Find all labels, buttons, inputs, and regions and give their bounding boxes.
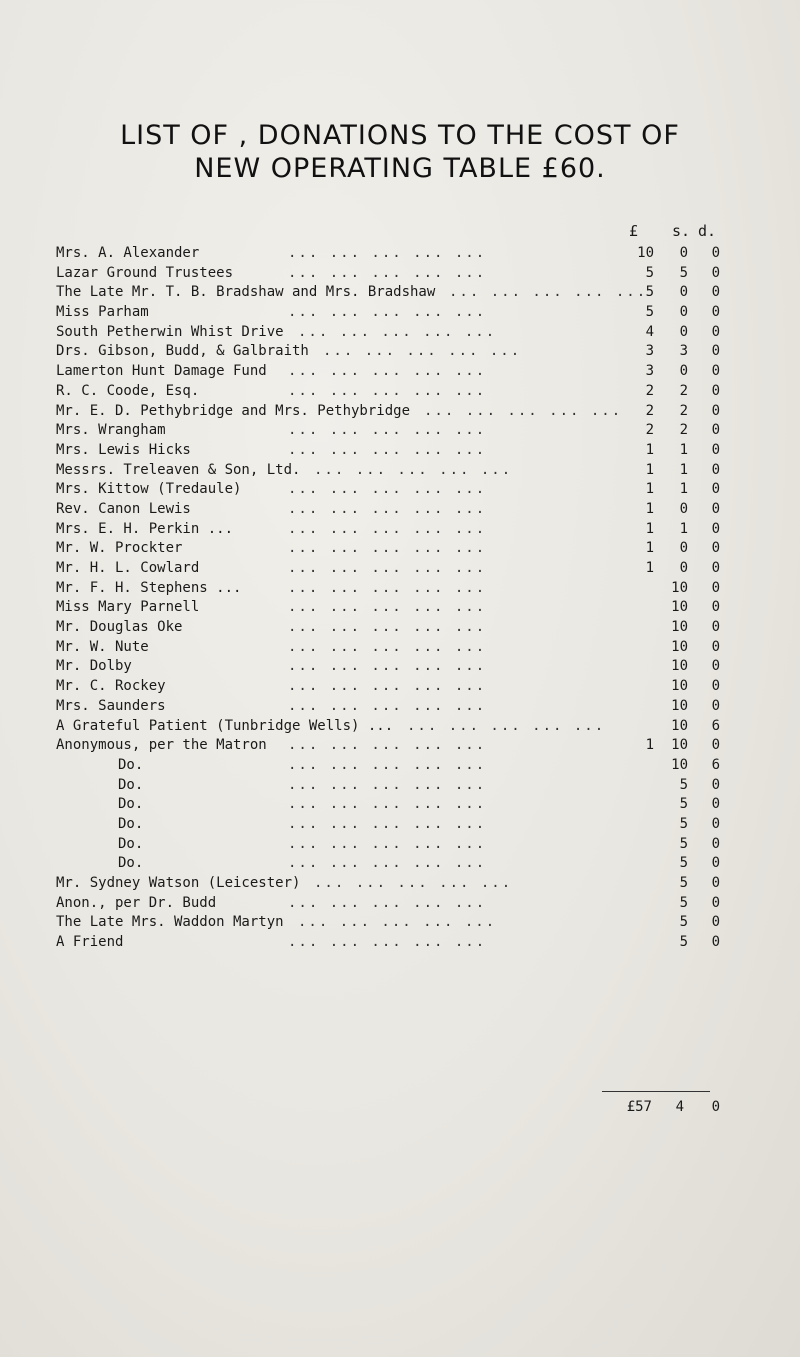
leader-dots: ... ... ... ... ... bbox=[288, 500, 487, 517]
donation-row bbox=[56, 362, 746, 382]
amount-pence: 0 bbox=[711, 638, 720, 655]
amount-shillings: 5 bbox=[679, 894, 688, 911]
leader-dots: ... ... ... ... ... bbox=[288, 560, 487, 576]
column-header-shillings: s. bbox=[672, 222, 691, 240]
donation-row bbox=[56, 835, 746, 855]
leader-dots: ... ... ... ... ... bbox=[288, 815, 487, 832]
donor-name: Do. bbox=[118, 815, 144, 832]
donor-name: Mr. W. Nute bbox=[56, 638, 149, 655]
leader-dots: ... ... ... ... ... bbox=[288, 678, 487, 695]
amount-pence: 0 bbox=[711, 776, 720, 793]
leader-dots: ... ... ... ... ... bbox=[288, 934, 487, 951]
total-rule bbox=[602, 1091, 710, 1092]
donation-row bbox=[56, 894, 746, 914]
donor-name: Lamerton Hunt Damage Fund bbox=[56, 363, 267, 380]
amount-pounds: 1 bbox=[645, 481, 654, 498]
leader-dots: ... ... ... ... ... bbox=[288, 619, 487, 636]
leader-dots: ... ... ... ... ... bbox=[288, 776, 487, 793]
amount-pounds: 5 bbox=[645, 264, 654, 281]
donation-row bbox=[56, 244, 746, 264]
amount-shillings: 2 bbox=[679, 382, 688, 399]
amount-shillings: 5 bbox=[679, 776, 688, 793]
amount-pounds: 2 bbox=[645, 382, 654, 399]
amount-pence: 0 bbox=[711, 422, 720, 439]
donor-name: Do. bbox=[118, 855, 144, 872]
leader-dots: ... ... ... ... ... bbox=[288, 796, 487, 813]
leader-dots: ... ... ... ... ... bbox=[407, 717, 606, 734]
total-pence: 0 bbox=[711, 1099, 720, 1115]
amount-shillings: 2 bbox=[679, 402, 688, 419]
amount-pence: 0 bbox=[711, 619, 720, 636]
donor-name: Mr. W. Prockter bbox=[56, 540, 183, 557]
amount-pence: 0 bbox=[711, 540, 720, 557]
donation-row bbox=[56, 382, 746, 402]
donor-name: Anonymous, per the Matron bbox=[56, 737, 267, 754]
donor-name: South Petherwin Whist Drive bbox=[56, 323, 284, 340]
donor-name: Mrs. Lewis Hicks bbox=[56, 441, 191, 458]
donor-name: Mrs. A. Alexander bbox=[56, 245, 200, 261]
donation-row bbox=[56, 697, 746, 717]
donor-name: A Friend bbox=[56, 934, 124, 951]
amount-shillings: 10 bbox=[671, 737, 688, 754]
donor-name: Drs. Gibson, Budd, & Galbraith bbox=[56, 343, 309, 360]
leader-dots: ... ... ... ... ... bbox=[288, 363, 487, 380]
leader-dots: ... ... ... ... ... bbox=[314, 875, 513, 891]
leader-dots: ... ... ... ... ... bbox=[288, 835, 487, 852]
donor-name: A Grateful Patient (Tunbridge Wells) ... bbox=[56, 717, 394, 734]
amount-pounds: 3 bbox=[645, 343, 654, 360]
amount-pence: 0 bbox=[711, 894, 720, 911]
amount-shillings: 10 bbox=[671, 638, 688, 655]
amount-pence: 6 bbox=[711, 717, 720, 734]
amount-pounds: 10 bbox=[637, 245, 654, 261]
document-title-line-2: NEW OPERATING TABLE £60. bbox=[194, 153, 606, 184]
amount-shillings: 10 bbox=[671, 697, 688, 714]
amount-pounds: 1 bbox=[645, 540, 654, 557]
donation-row bbox=[56, 815, 746, 835]
amount-pounds: 1 bbox=[645, 520, 654, 537]
donor-name: Do. bbox=[118, 796, 144, 813]
amount-pence: 0 bbox=[711, 481, 720, 498]
donor-name: Mrs. Wrangham bbox=[56, 422, 166, 439]
amount-pounds: 1 bbox=[645, 500, 654, 517]
donation-row bbox=[56, 323, 746, 343]
donor-name: Miss Mary Parnell bbox=[56, 599, 200, 616]
donation-list bbox=[56, 244, 746, 953]
amount-pence: 0 bbox=[711, 579, 720, 596]
donor-name: Messrs. Treleaven & Son, Ltd. bbox=[56, 461, 301, 478]
donation-row bbox=[56, 874, 746, 894]
amount-pence: 0 bbox=[711, 934, 720, 951]
amount-pence: 0 bbox=[711, 560, 720, 576]
donation-row bbox=[56, 303, 746, 323]
donor-name: Miss Parham bbox=[56, 304, 149, 321]
amount-pounds: 1 bbox=[645, 737, 654, 754]
donor-name: Mrs. Kittow (Tredaule) bbox=[56, 481, 242, 498]
leader-dots: ... ... ... ... ... bbox=[323, 343, 522, 360]
amount-pence: 0 bbox=[711, 461, 720, 478]
amount-pence: 0 bbox=[711, 245, 720, 261]
amount-shillings: 10 bbox=[671, 678, 688, 695]
donation-row bbox=[56, 776, 746, 796]
donor-name: Mr. Dolby bbox=[56, 658, 132, 675]
amount-shillings: 5 bbox=[679, 855, 688, 872]
donation-row bbox=[56, 559, 746, 579]
leader-dots: ... ... ... ... ... bbox=[298, 323, 497, 340]
amount-pounds: 1 bbox=[645, 461, 654, 478]
donation-row bbox=[56, 736, 746, 756]
donation-row bbox=[56, 500, 746, 520]
donor-name: Mr. E. D. Pethybridge and Mrs. Pethybridge bbox=[56, 402, 411, 419]
amount-shillings: 10 bbox=[671, 619, 688, 636]
amount-pence: 0 bbox=[711, 796, 720, 813]
leader-dots: ... ... ... ... ... bbox=[288, 658, 487, 675]
amount-shillings: 5 bbox=[679, 875, 688, 891]
amount-shillings: 5 bbox=[679, 796, 688, 813]
amount-shillings: 1 bbox=[679, 520, 688, 537]
donor-name: The Late Mr. T. B. Bradshaw and Mrs. Bradshaw bbox=[56, 284, 436, 301]
donation-row bbox=[56, 342, 746, 362]
total-pounds: £57 bbox=[626, 1099, 652, 1115]
leader-dots: ... ... ... ... ... bbox=[288, 737, 487, 754]
amount-shillings: 0 bbox=[679, 284, 688, 301]
amount-pence: 0 bbox=[711, 875, 720, 891]
donation-row bbox=[56, 539, 746, 559]
amount-shillings: 0 bbox=[679, 245, 688, 261]
leader-dots: ... ... ... ... ... bbox=[288, 638, 487, 655]
amount-pence: 0 bbox=[711, 441, 720, 458]
amount-shillings: 10 bbox=[671, 658, 688, 675]
amount-pence: 0 bbox=[711, 658, 720, 675]
amount-pence: 0 bbox=[711, 284, 720, 301]
donor-name: Do. bbox=[118, 776, 144, 793]
leader-dots: ... ... ... ... ... bbox=[288, 579, 487, 596]
leader-dots: ... ... ... ... ... bbox=[449, 284, 648, 301]
donor-name: Mrs. E. H. Perkin ... bbox=[56, 520, 234, 537]
donation-row bbox=[56, 480, 746, 500]
amount-pence: 0 bbox=[711, 599, 720, 616]
donation-row bbox=[56, 579, 746, 599]
amount-pence: 0 bbox=[711, 815, 720, 832]
leader-dots: ... ... ... ... ... bbox=[288, 540, 487, 557]
column-header-pounds: £ bbox=[629, 222, 639, 240]
amount-pence: 0 bbox=[711, 304, 720, 321]
donation-row bbox=[56, 421, 746, 441]
donor-name: Do. bbox=[118, 835, 144, 852]
column-header-pence: d. bbox=[698, 222, 717, 240]
donation-row bbox=[56, 598, 746, 618]
donation-row bbox=[56, 795, 746, 815]
amount-pence: 0 bbox=[711, 914, 720, 931]
amount-pence: 0 bbox=[711, 835, 720, 852]
leader-dots: ... ... ... ... ... bbox=[288, 855, 487, 872]
amount-pence: 0 bbox=[711, 855, 720, 872]
donation-row bbox=[56, 677, 746, 697]
leader-dots: ... ... ... ... ... bbox=[314, 461, 513, 478]
amount-shillings: 10 bbox=[671, 599, 688, 616]
leader-dots: ... ... ... ... ... bbox=[288, 520, 487, 537]
leader-dots: ... ... ... ... ... bbox=[288, 697, 487, 714]
amount-shillings: 1 bbox=[679, 461, 688, 478]
amount-shillings: 0 bbox=[679, 363, 688, 380]
leader-dots: ... ... ... ... ... bbox=[288, 481, 487, 498]
amount-shillings: 1 bbox=[679, 441, 688, 458]
amount-shillings: 0 bbox=[679, 540, 688, 557]
leader-dots: ... ... ... ... ... bbox=[288, 422, 487, 439]
donor-name: Mr. H. L. Cowlard bbox=[56, 560, 200, 576]
amount-pence: 0 bbox=[711, 678, 720, 695]
donor-name: Rev. Canon Lewis bbox=[56, 500, 191, 517]
leader-dots: ... ... ... ... ... bbox=[288, 382, 487, 399]
amount-pounds: 1 bbox=[645, 441, 654, 458]
donation-row bbox=[56, 717, 746, 737]
donor-name: Mr. C. Rockey bbox=[56, 678, 166, 695]
donation-row bbox=[56, 933, 746, 953]
leader-dots: ... ... ... ... ... bbox=[424, 402, 623, 419]
donation-row bbox=[56, 854, 746, 874]
amount-pounds: 3 bbox=[645, 363, 654, 380]
amount-pounds: 2 bbox=[645, 402, 654, 419]
donor-name: Mrs. Saunders bbox=[56, 697, 166, 714]
amount-shillings: 10 bbox=[671, 579, 688, 596]
leader-dots: ... ... ... ... ... bbox=[288, 245, 487, 261]
amount-pence: 0 bbox=[711, 323, 720, 340]
amount-shillings: 0 bbox=[679, 500, 688, 517]
amount-pence: 0 bbox=[711, 500, 720, 517]
donor-name: Do. bbox=[118, 756, 144, 773]
amount-shillings: 3 bbox=[679, 343, 688, 360]
amount-shillings: 2 bbox=[679, 422, 688, 439]
amount-shillings: 5 bbox=[679, 934, 688, 951]
amount-pence: 0 bbox=[711, 737, 720, 754]
amount-pence: 0 bbox=[711, 520, 720, 537]
leader-dots: ... ... ... ... ... bbox=[288, 756, 487, 773]
amount-shillings: 0 bbox=[679, 304, 688, 321]
leader-dots: ... ... ... ... ... bbox=[288, 264, 487, 281]
amount-pounds: 5 bbox=[645, 284, 654, 301]
donation-row bbox=[56, 638, 746, 658]
amount-shillings: 0 bbox=[679, 560, 688, 576]
amount-shillings: 5 bbox=[679, 914, 688, 931]
donor-name: Mr. F. H. Stephens ... bbox=[56, 579, 242, 596]
amount-pence: 6 bbox=[711, 756, 720, 773]
amount-pence: 0 bbox=[711, 363, 720, 380]
amount-shillings: 5 bbox=[679, 264, 688, 281]
donor-name: The Late Mrs. Waddon Martyn bbox=[56, 914, 284, 931]
donation-row bbox=[56, 657, 746, 677]
amount-pounds: 1 bbox=[645, 560, 654, 576]
donation-row bbox=[56, 618, 746, 638]
donor-name: Lazar Ground Trustees bbox=[56, 264, 234, 281]
donation-row bbox=[56, 756, 746, 776]
donation-row bbox=[56, 264, 746, 284]
total-shillings: 4 bbox=[675, 1099, 684, 1115]
leader-dots: ... ... ... ... ... bbox=[288, 894, 487, 911]
donor-name: R. C. Coode, Esq. bbox=[56, 382, 200, 399]
donation-row bbox=[56, 461, 746, 481]
amount-shillings: 1 bbox=[679, 481, 688, 498]
donation-row bbox=[56, 441, 746, 461]
amount-pence: 0 bbox=[711, 343, 720, 360]
donor-name: Mr. Douglas Oke bbox=[56, 619, 183, 636]
leader-dots: ... ... ... ... ... bbox=[288, 599, 487, 616]
amount-shillings: 10 bbox=[671, 756, 688, 773]
amount-pence: 0 bbox=[711, 382, 720, 399]
donation-row bbox=[56, 283, 746, 303]
amount-pounds: 4 bbox=[645, 323, 654, 340]
leader-dots: ... ... ... ... ... bbox=[288, 441, 487, 458]
amount-pounds: 2 bbox=[645, 422, 654, 439]
donation-row bbox=[56, 402, 746, 422]
amount-shillings: 5 bbox=[679, 815, 688, 832]
donor-name: Anon., per Dr. Budd bbox=[56, 894, 217, 911]
leader-dots: ... ... ... ... ... bbox=[288, 304, 487, 321]
amount-pence: 0 bbox=[711, 264, 720, 281]
amount-pence: 0 bbox=[711, 402, 720, 419]
donor-name: Mr. Sydney Watson (Leicester) bbox=[56, 875, 301, 891]
leader-dots: ... ... ... ... ... bbox=[298, 914, 497, 931]
amount-shillings: 10 bbox=[671, 717, 688, 734]
amount-shillings: 5 bbox=[679, 835, 688, 852]
amount-pounds: 5 bbox=[645, 304, 654, 321]
donation-row bbox=[56, 520, 746, 540]
amount-pence: 0 bbox=[711, 697, 720, 714]
document-title-line-1: LIST OF , DONATIONS TO THE COST OF bbox=[120, 120, 680, 151]
donation-row bbox=[56, 913, 746, 933]
amount-shillings: 0 bbox=[679, 323, 688, 340]
